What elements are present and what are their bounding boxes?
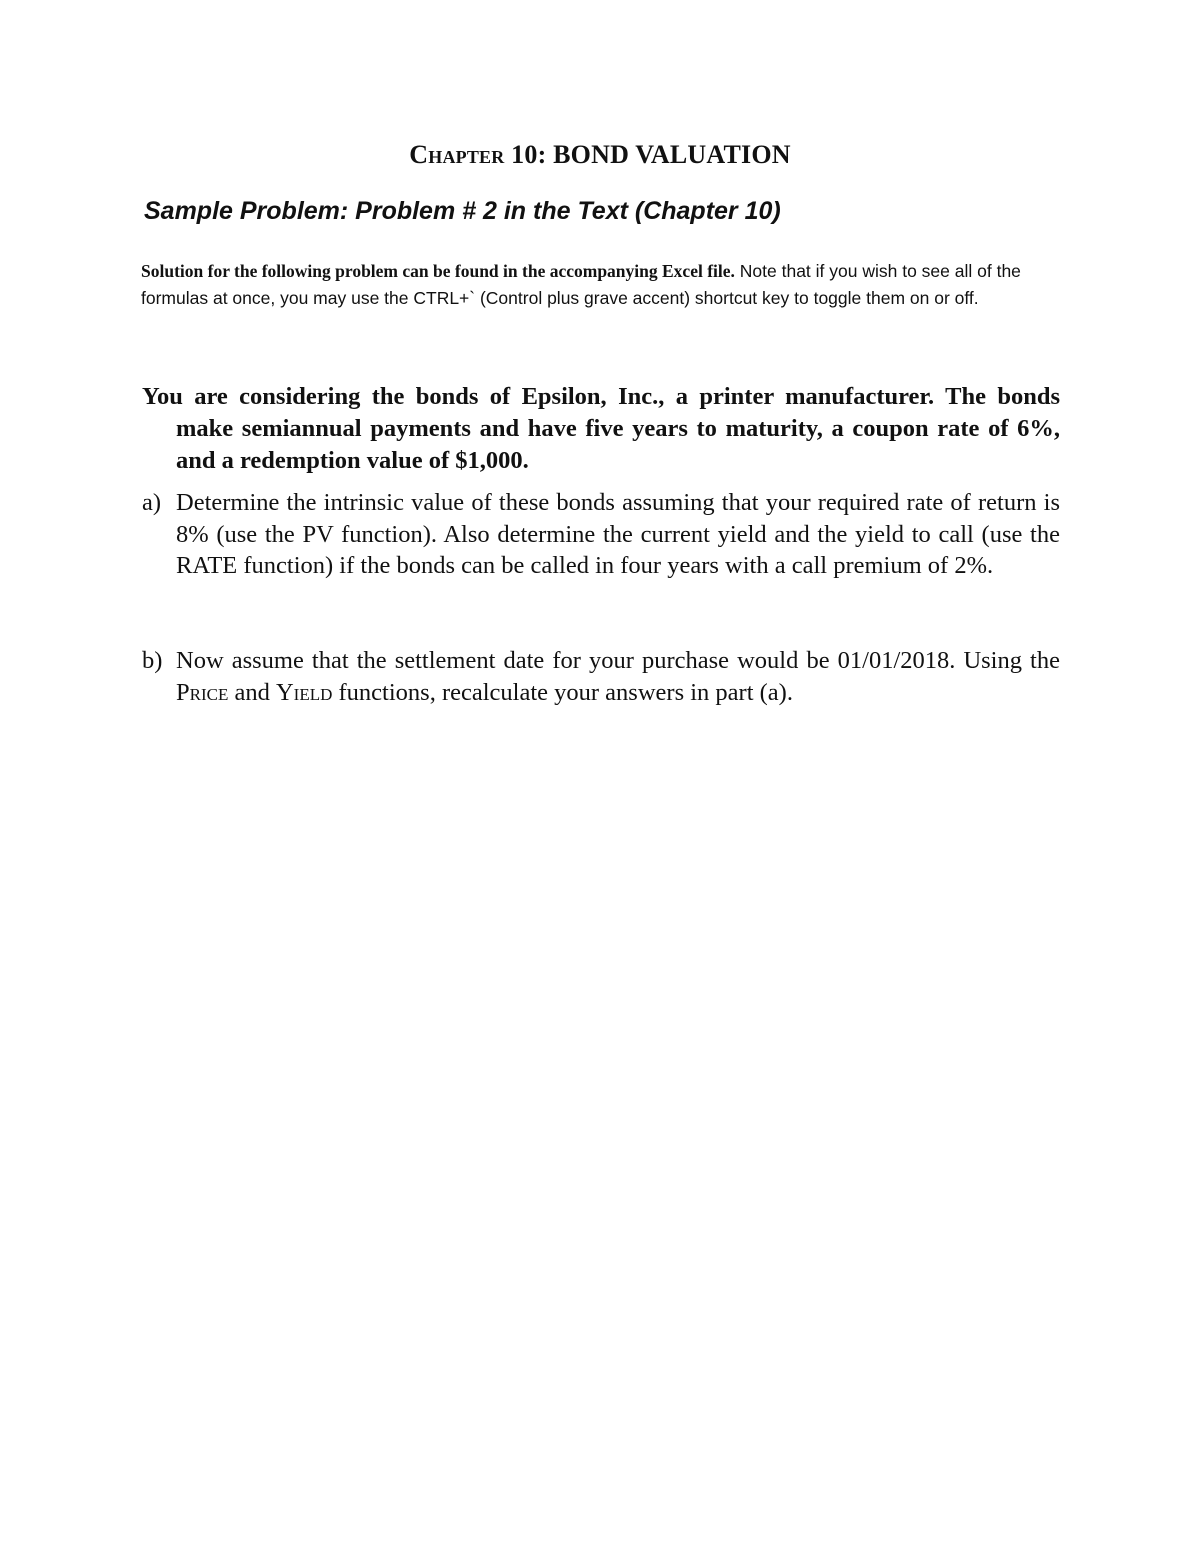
part-b-text-1: Now assume that the settlement date for your purchase would be 01/01/2018. Using the <box>176 647 1060 674</box>
yield-function-name: Yield <box>275 678 333 706</box>
solution-note <box>141 258 1061 311</box>
solution-note-lead: Solution for the following problem can be found in the accompanying Excel file. <box>141 261 735 281</box>
problem-statement: You are considering the bonds of Epsilon, Inc., a printer manufacturer. The bonds make semiannual payments and have five years to maturity, a coupon rate of 6%, and a redemption value of $1,000. <box>142 383 1060 474</box>
part-a <box>142 487 1060 582</box>
chapter-separator: : <box>537 140 554 169</box>
chapter-title <box>0 140 1200 170</box>
sample-problem-heading: Sample Problem: Problem # 2 in the Text (Chapter 10) <box>144 197 781 225</box>
part-a-marker: a) <box>142 489 162 516</box>
part-b <box>142 645 1060 708</box>
part-b-text <box>176 645 1060 708</box>
part-b-marker: b) <box>142 647 163 674</box>
part-b-text-3: functions, recalculate your answers in part (a). <box>332 678 793 706</box>
chapter-name: BOND VALUATION <box>553 140 791 169</box>
solution-note-body: Note that if you wish to see all of the formulas at once, you may use the CTRL+` (Control plus grave accent) shortcut key to toggle them on or off. <box>141 261 1021 308</box>
chapter-number: Chapter 10 <box>409 140 538 169</box>
part-b-text-2: and <box>228 678 276 706</box>
price-function-name: Price <box>176 678 229 706</box>
part-a-text: Determine the intrinsic value of these bonds assuming that your required rate of return is 8% (use the PV function). Also determine the current yield and the yield to call (use the RATE function) if the bonds can be called in four years with a call premium of 2%. <box>176 489 1060 579</box>
